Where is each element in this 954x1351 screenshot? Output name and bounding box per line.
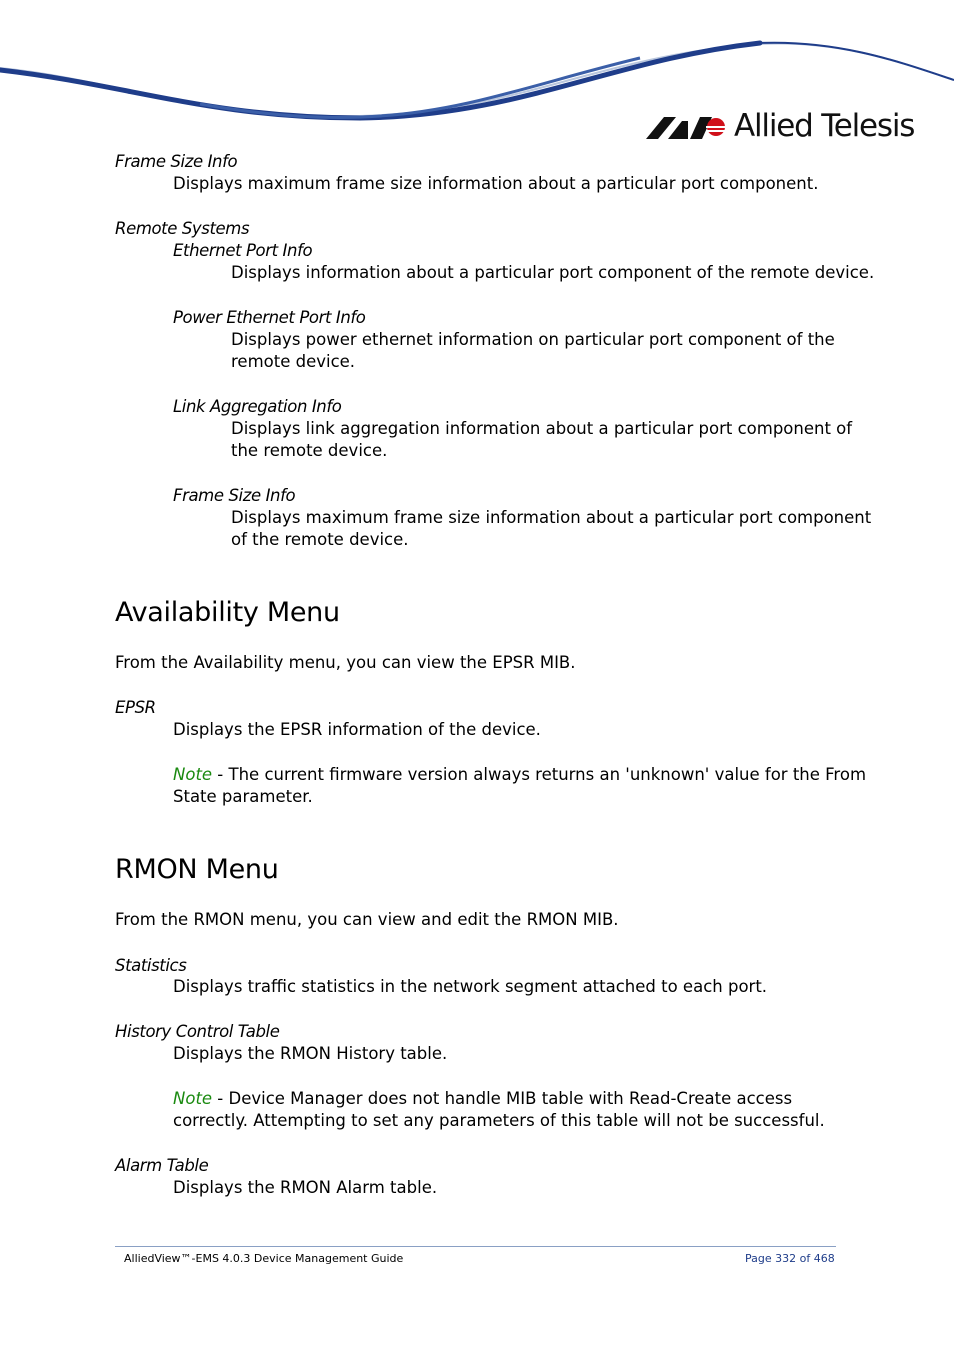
statistics-desc: Displays traffic statistics in the network segment attached to each port.: [173, 977, 768, 996]
frame-size-info-title: Frame Size Info: [115, 152, 238, 171]
epsr-note-line2: State parameter.: [173, 787, 313, 806]
footer-doc-title: AlliedView™-EMS 4.0.3 Device Management Guide: [124, 1252, 404, 1265]
ethernet-port-info-desc: Displays information about a particular port component of the remote device.: [231, 263, 875, 282]
footer-rule: [115, 1246, 836, 1247]
link-aggregation-info-desc-line1: Displays link aggregation information about a particular port component of: [231, 419, 853, 438]
history-note-line2: correctly. Attempting to set any parameters of this table will not be successful.: [173, 1111, 825, 1130]
epsr-title: EPSR: [115, 698, 156, 717]
rmon-intro: From the RMON menu, you can view and edit the RMON MIB.: [115, 910, 619, 929]
power-ethernet-port-info-title: Power Ethernet Port Info: [173, 308, 366, 327]
epsr-note-line1: [173, 764, 866, 786]
remote-frame-size-info-desc-line1: Displays maximum frame size information about a particular port component: [231, 508, 872, 527]
availability-intro: From the Availability menu, you can view the EPSR MIB.: [115, 653, 576, 672]
ethernet-port-info-title: Ethernet Port Info: [173, 241, 313, 260]
history-note-text: - Device Manager does not handle MIB table with Read-Create access: [212, 1089, 793, 1108]
history-control-table-desc: Displays the RMON History table.: [173, 1044, 448, 1063]
logo-text: Allied Telesis: [734, 108, 915, 144]
link-aggregation-info-title: Link Aggregation Info: [173, 397, 342, 416]
epsr-desc: Displays the EPSR information of the device.: [173, 720, 541, 739]
frame-size-info-desc: Displays maximum frame size information about a particular port component.: [173, 174, 819, 193]
epsr-note-text: - The current firmware version always returns an 'unknown' value for the From: [212, 765, 867, 784]
footer-page-number: Page 332 of 468: [745, 1252, 835, 1265]
alarm-table-desc: Displays the RMON Alarm table.: [173, 1178, 438, 1197]
allied-telesis-logo: [646, 108, 915, 148]
allied-telesis-logo-mark-icon: [646, 115, 730, 141]
availability-menu-heading: Availability Menu: [115, 597, 340, 628]
remote-systems-title: Remote Systems: [115, 219, 250, 238]
power-ethernet-port-info-desc-line1: Displays power ethernet information on particular port component of the: [231, 330, 835, 349]
history-note-line1: [173, 1088, 792, 1110]
note-label: Note: [173, 1089, 213, 1108]
remote-frame-size-info-desc-line2: of the remote device.: [231, 530, 409, 549]
statistics-title: Statistics: [115, 956, 187, 975]
link-aggregation-info-desc-line2: the remote device.: [231, 441, 388, 460]
power-ethernet-port-info-desc-line2: remote device.: [231, 352, 356, 371]
alarm-table-title: Alarm Table: [115, 1156, 209, 1175]
note-label: Note: [173, 765, 213, 784]
remote-frame-size-info-title: Frame Size Info: [173, 486, 296, 505]
rmon-menu-heading: RMON Menu: [115, 854, 279, 885]
history-control-table-title: History Control Table: [115, 1022, 280, 1041]
